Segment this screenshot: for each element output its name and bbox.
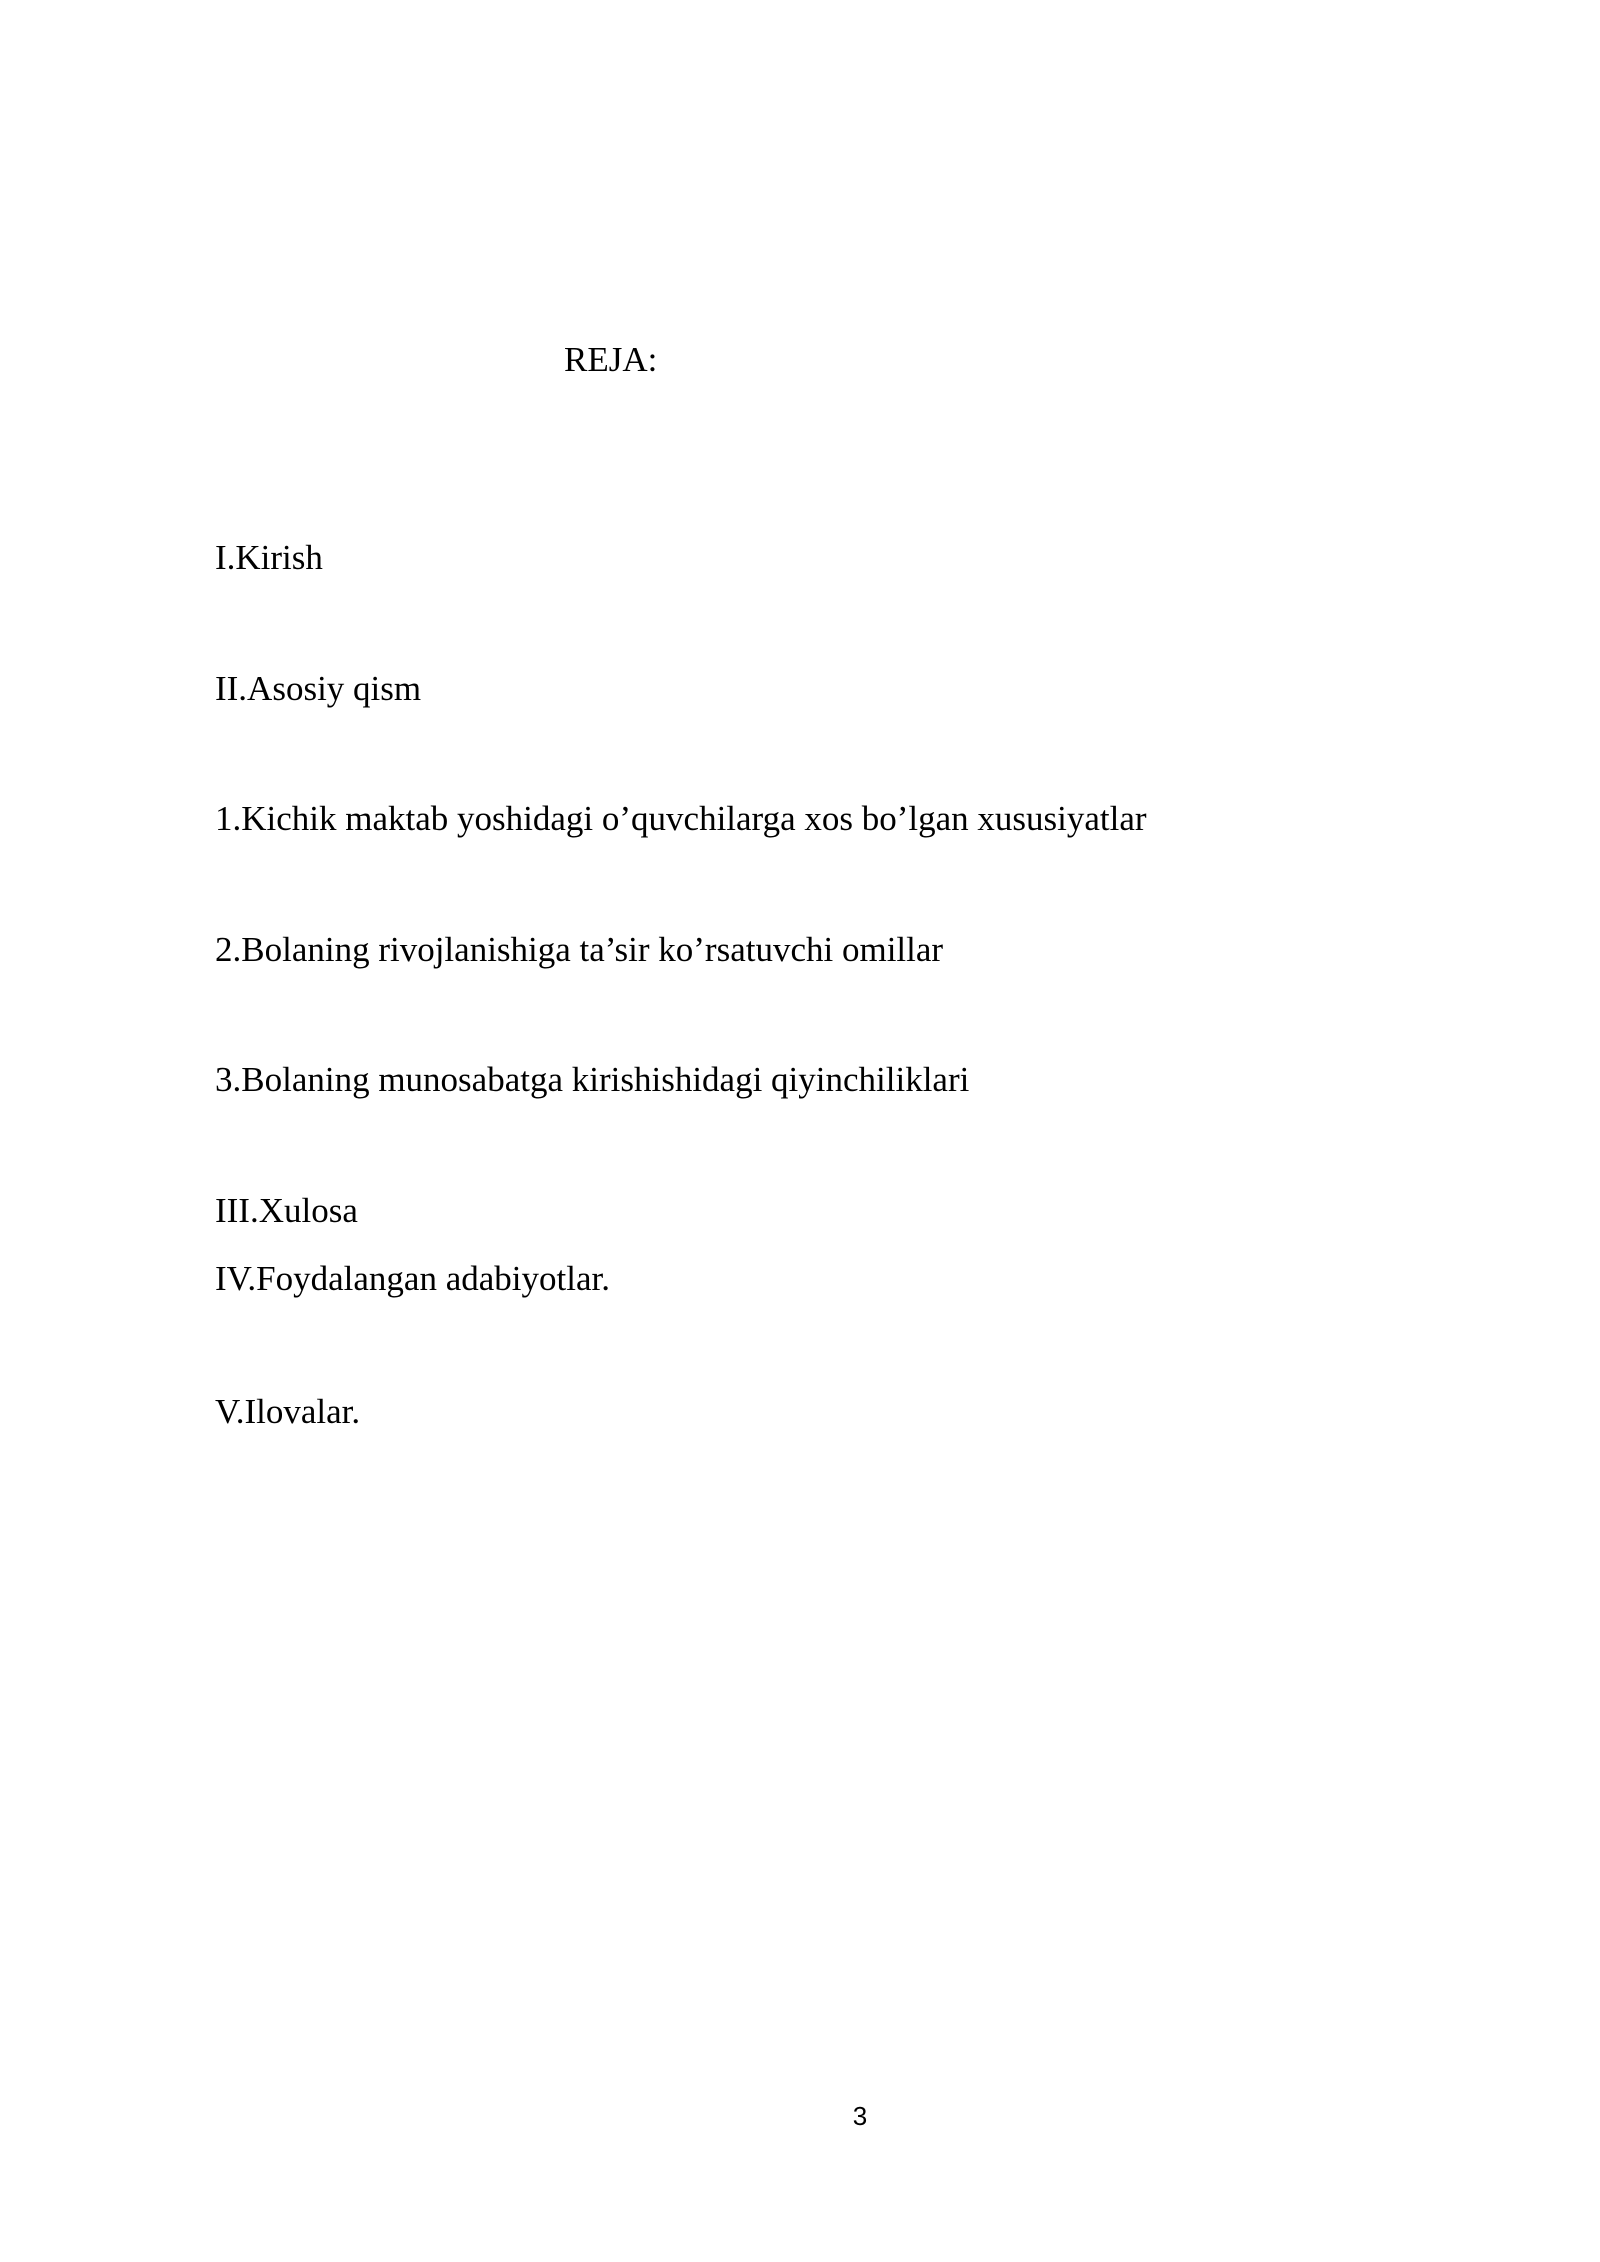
plan-title: REJA: <box>564 340 658 379</box>
outline-item-conclusion: III.Xulosa <box>215 1191 358 1230</box>
outline-item-appendices: V.Ilovalar. <box>215 1392 361 1431</box>
outline-item-section-3: 3.Bolaning munosabatga kirishishidagi qiyinchiliklari <box>215 1060 970 1099</box>
outline-item-section-2: 2.Bolaning rivojlanishiga ta’sir ko’rsatuvchi omillar <box>215 930 944 969</box>
page-number: 3 <box>852 2101 868 2131</box>
outline-item-section-1: 1.Kichik maktab yoshidagi o’quvchilarga xos bo’lgan xususiyatlar <box>215 799 1147 838</box>
outline-item-references: IV.Foydalangan adabiyotlar. <box>215 1259 610 1298</box>
outline-item-introduction: I.Kirish <box>215 538 323 577</box>
outline-item-main-part: II.Asosiy qism <box>215 669 422 708</box>
